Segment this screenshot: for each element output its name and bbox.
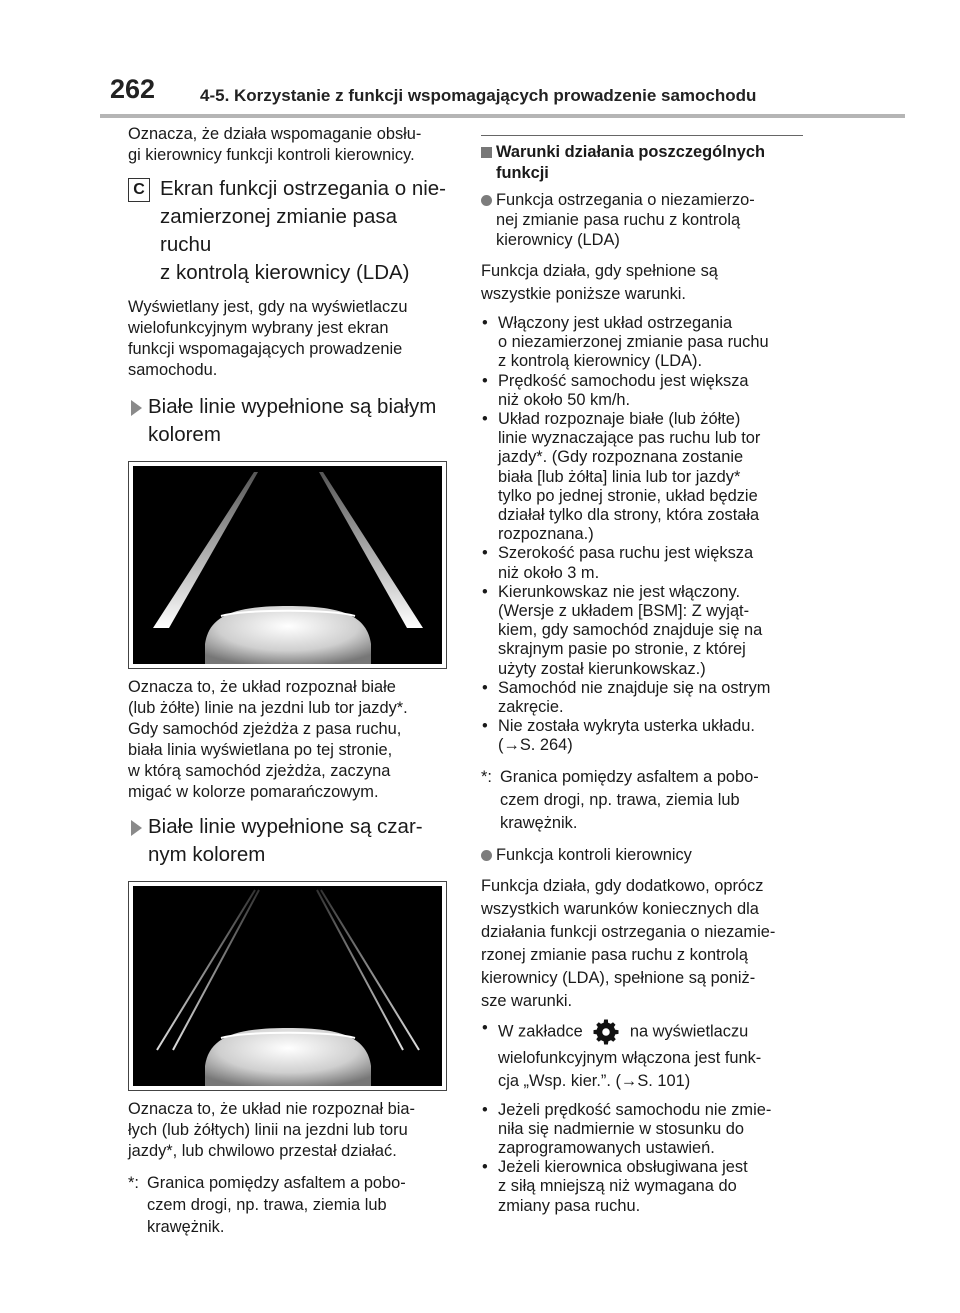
conditions-heading: Warunki działania poszczególnych funkcji (481, 142, 805, 184)
section-c-description: Wyświetlany jest, gdy na wyświetlaczu wielofunkcyjnym wybrany jest ekran funkcji wspomagających prowadzenie samochodu. (128, 298, 408, 379)
list-item: • Włączony jest układ ostrzegania o niezamierzonej zmianie pasa ruchu z kontrolą kierownicy (LDA). (482, 314, 769, 371)
list-item: • Jeżeli kierownica obsługiwana jest z siłą mniejszą niż wymagana do zmiany pasa ruchu. (482, 1158, 748, 1215)
circle-bullet-icon (481, 850, 492, 861)
subheading-white-filled: Białe linie wypełnione są białym kolorem (128, 393, 450, 449)
section-letter-box: C (128, 178, 150, 202)
arrow-right-icon (131, 820, 142, 836)
circle-bullet-icon (481, 195, 492, 206)
display-image-lines-black (128, 881, 447, 1091)
list-item: • Prędkość samochodu jest większa niż około 50 km/h. (482, 371, 749, 409)
header-rule (100, 114, 905, 118)
steering-function-heading: Funkcja kontroli kierownicy (481, 845, 805, 865)
steering-intro: Funkcja działa, gdy dodatkowo, oprócz wszystkich warunków koniecznych dla działania funkcji ostrzegania o niezamie- rzonej zmianie pasa ruchu z kontrolą kierownicy (LDA), spełnione są poniż- sze warunki. (481, 876, 776, 1010)
lda-function-heading: Funkcja ostrzegania o niezamierzo- nej zmianie pasa ruchu z kontrolą kierownicy (LDA) (481, 190, 805, 250)
list-item: • Szerokość pasa ruchu jest większa niż około 3 m. (482, 544, 754, 582)
list-item: • W zakładce na wyświetlaczu wielofunkcyjnym włączona jest funk- cja „Wsp. kier.”. (→S. 101) (482, 1018, 762, 1090)
page-number: 262 (110, 74, 156, 104)
list-item: • Nie została wykryta usterka układu. (→S. 264) (482, 717, 755, 755)
gear-icon (591, 1017, 621, 1047)
section-rule (481, 135, 803, 136)
lane-display-black-icon (133, 886, 442, 1086)
left-column (128, 124, 450, 1238)
lda-intro: Funkcja działa, gdy spełnione są wszystkie poniższe warunki. (481, 262, 718, 303)
chapter-title: 4-5. Korzystanie z funkcji wspomagających prowadzenie samochodu (200, 86, 757, 105)
page-header (100, 72, 880, 116)
subheading-black-filled: Białe linie wypełnione są czar- nym kolorem (128, 813, 450, 869)
steering-conditions-list (481, 1017, 805, 1216)
white-lines-description: Oznacza to, że układ rozpoznał białe (lub żółte) linie na jezdni lub tor jazdy*. Gdy samochód zjeżdża z pasa ruchu, biała linia wyświetlana po tej stronie, w którą samochód zjeżdża, zaczyna migać w kolorze pomarańczowym. (128, 678, 408, 801)
list-item: • Samochód nie znajduje się na ostrym zakręcie. (482, 678, 771, 717)
arrow-right-icon (131, 400, 142, 416)
lane-display-white-icon (133, 466, 442, 664)
list-item: • Układ rozpoznaje białe (lub żółte) linie wyznaczające pas ruchu lub tor jazdy*. (Gdy rozpoznana zostanie biała [lub żółta] linia lub tor jazdy* tylko po jednej stronie, układ będzie działał tylko dla strony, która została rozpoznana.) (482, 410, 761, 544)
footnote-right: *: Granica pomiędzy asfaltem a pobo- czem drogi, np. trawa, ziemia lub krawężnik. (481, 767, 759, 832)
intro-text: Oznacza, że działa wspomaganie obsłu- gi kierownicy funkcji kontroli kierownicy. (128, 125, 422, 164)
footnote-left: *: Granica pomiędzy asfaltem a pobo- czem drogi, np. trawa, ziemia lub krawężnik. (128, 1174, 406, 1236)
list-item: • Kierunkowskaz nie jest włączony. (Wersje z układem [BSM]: Z wyjąt- kiem, gdy samochód znajduje się na skrajnym pasie po stronie, z której użyty został kierunkowskaz.) (482, 582, 763, 678)
square-bullet-icon (481, 147, 492, 158)
list-item: • Jeżeli prędkość samochodu nie zmie- niła się nadmiernie w stosunku do zaprogramowanych ustawień. (482, 1100, 772, 1158)
display-image-lines-white (128, 461, 447, 669)
section-c-heading: C Ekran funkcji ostrzegania o nie- zamierzonej zmianie pasa ruchu z kontrolą kierownicy (LDA) (128, 175, 450, 287)
black-lines-description: Oznacza to, że układ nie rozpoznał bia- łych (lub żółtych) linii na jezdni lub toru jazdy*, lub chwilowo przestał działać. (128, 1100, 415, 1160)
lda-conditions-list (481, 314, 805, 756)
right-column (481, 124, 805, 1216)
